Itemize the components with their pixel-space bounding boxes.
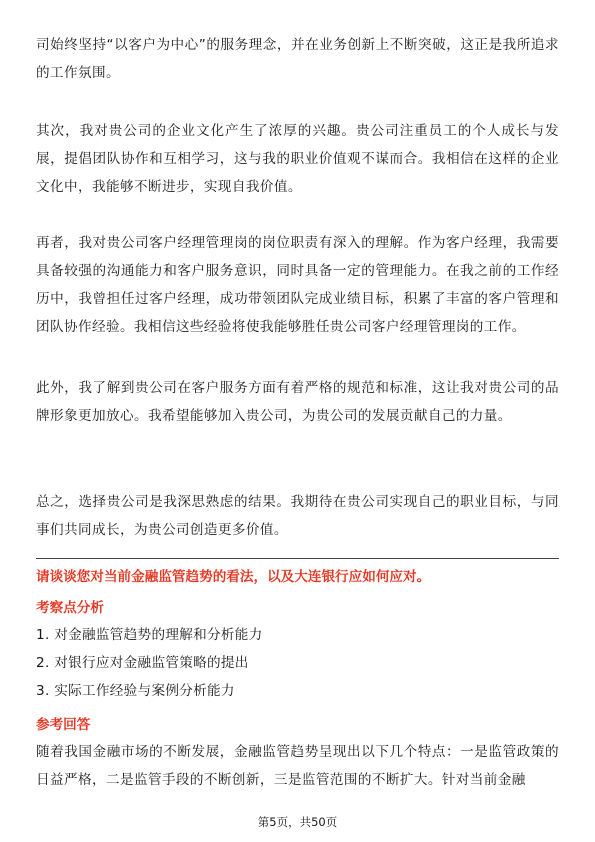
body-paragraph: 此外，我了解到贵公司在客户服务方面有着严格的规范和标准，这让我对贵公司的品牌形象更加放心。我希望能够加入贵公司，为贵公司的发展贡献自己的力量。 [36, 380, 559, 424]
body-paragraph: 再者，我对贵公司客户经理管理岗的岗位职责有深入的理解。作为客户经理，我需要具备较强的沟通能力和客户服务意识，同时具备一定的管理能力。在我之前的工作经历中，我曾担任过客户经理，成功带领团队完成业绩目标，积累了丰富的客户管理和团队协作经验。我相信这些经验将使我能够胜任贵公司客户经理管理岗的工作。 [36, 235, 559, 335]
interview-question: 请谈谈您对当前金融监管趋势的看法，以及大连银行应如何应对。 [36, 569, 431, 585]
analysis-heading: 考察点分析 [36, 600, 104, 616]
page-number-footer: 第5页，共50页 [257, 815, 338, 829]
analysis-point: 1. 对金融监管趋势的理解和分析能力 [36, 627, 263, 643]
body-paragraph: 司始终坚持“以客户为中心”的服务理念，并在业务创新上不断突破，这正是我所追求的工作氛围。 [36, 37, 559, 81]
body-paragraph: 总之，选择贵公司是我深思熟虑的结果。我期待在贵公司实现自己的职业目标，与同事们共同成长，为贵公司创造更多价值。 [36, 494, 559, 538]
section-divider [36, 558, 559, 559]
answer-paragraph: 随着我国金融市场的不断发展，金融监管趋势呈现出以下几个特点：一是监管政策的日益严格，二是监管手段的不断创新，三是监管范围的不断扩大。针对当前金融 [36, 744, 559, 788]
body-paragraph: 其次，我对贵公司的企业文化产生了浓厚的兴趣。贵公司注重员工的个人成长与发展，提倡团队协作和互相学习，这与我的职业价值观不谋而合。我相信在这样的企业文化中，我能够不断进步，实现自我价值。 [36, 123, 559, 195]
answer-heading: 参考回答 [36, 717, 91, 733]
analysis-point: 2. 对银行应对金融监管策略的提出 [36, 655, 249, 671]
analysis-points-list [36, 621, 559, 705]
analysis-point: 3. 实际工作经验与案例分析能力 [36, 683, 235, 699]
